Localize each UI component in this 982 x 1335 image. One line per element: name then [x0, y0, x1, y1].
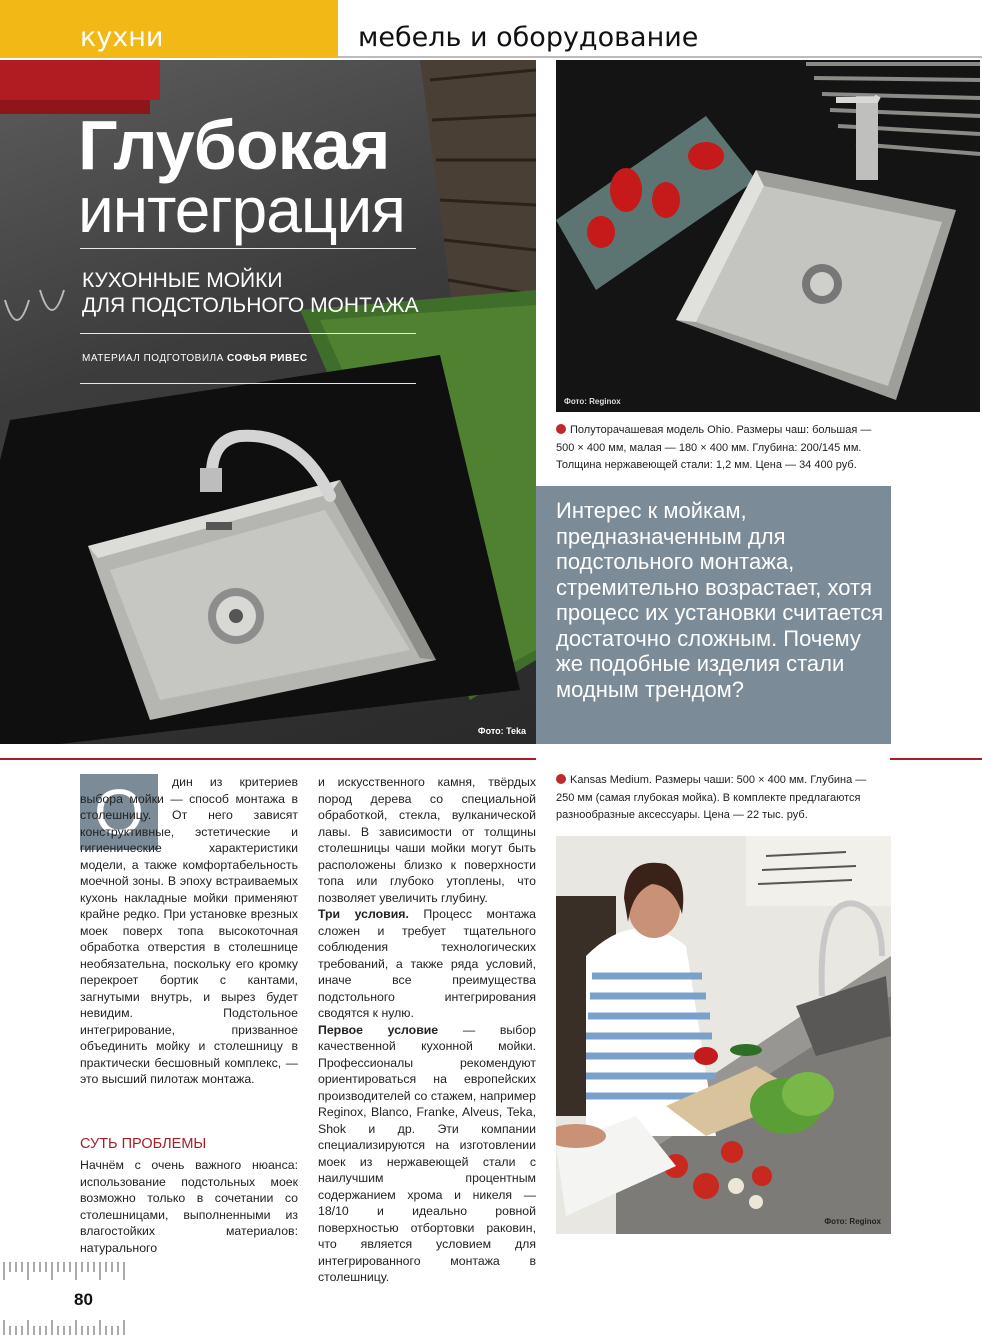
caption-ohio	[556, 422, 876, 475]
subtitle-line-2: ДЛЯ ПОДСТОЛЬНОГО МОНТАЖА	[82, 294, 419, 318]
lead-text: Интерес к мойкам, предназначенным для подстольного монтажа, стремительно возрастает, хотя процесс их установки считается достаточно сложным. Почему же подобные изделия стали модным трендом?	[556, 498, 884, 702]
photo-kansas-kitchen	[556, 836, 891, 1234]
col2-paragraph-1: и искусственного камня, твёрдых пород дерева со специальной обработкой, стекла, вулканической лавы. В зависимости от толщины столешницы чаши мойки могут быть расположены близко к поверхности топа или глубоко утоплены, что позволяет увеличить глубину.	[318, 775, 536, 905]
section-label: кухни	[80, 22, 164, 53]
bottom-photo-credit: Фото: Reginox	[824, 1217, 881, 1226]
first-condition-text: — выбор качественной кухонной мойки. Профессионалы рекомендуют ориентироваться на европейских производителей со стажем, например Reginox, Blanco, Franke, Alveus, Teka, Shok и др. Эти компании специализируются на изготовлении моек из нержавеющей стали с наилучшим процентным содержанием хрома и никеля — 18/10 и идеально ровной поверхностью отбортовки раковин, что является условием для интегрированного монтажа в столешницу.	[318, 1022, 536, 1284]
lead-box	[536, 486, 891, 744]
body-column-2	[318, 774, 536, 1286]
page-ruler	[0, 1262, 128, 1335]
section-paragraph: Начнём с очень важного нюанса: использование подстольных моек возможно только в сочетании со столешницами, выполненными из влагостойких материалов: натурального	[80, 1158, 298, 1255]
caption-ohio-text: Полуторачашевая модель Ohio. Размеры чаш: большая — 500 × 400 мм, малая — 180 × 400 мм. Глубина: 200/145 мм. Толщина нержавеющей стали: 1,2 мм. Цена — 34 400 руб.	[556, 424, 872, 472]
ohio-sink-illustration	[556, 60, 980, 412]
first-condition-heading: Первое условие	[318, 1022, 439, 1037]
subtitle-rule	[80, 333, 416, 334]
page-number: 80	[74, 1290, 93, 1309]
article-title-bold: Глубокая	[78, 106, 390, 184]
section-heading: СУТЬ ПРОБЛЕМЫ	[80, 1136, 207, 1152]
body-column-1-section	[80, 1157, 298, 1256]
byline	[82, 353, 308, 364]
kitchen-woman-illustration	[556, 836, 891, 1234]
hero-credit: Фото: Teka	[477, 726, 526, 736]
col2-paragraph-3	[318, 1022, 536, 1286]
subtitle-line-1: КУХОННЫЕ МОЙКИ	[82, 269, 283, 292]
drop-cap: О	[80, 774, 158, 850]
rubric-label: мебель и оборудование	[358, 22, 699, 53]
section-tab	[0, 0, 338, 58]
photo-ohio-sink	[556, 60, 980, 412]
section-rule-left	[0, 758, 536, 760]
byline-author: СОФЬЯ РИВЕС	[227, 353, 308, 364]
byline-prefix: МАТЕРИАЛ ПОДГОТОВИЛА	[82, 353, 224, 364]
intro-paragraph: дин из критериев выбора мойки — способ монтажа в столешницу. От него зависят конструктивные, эстетические и гигиенические характеристики модели, а также комфортабельность моечной зоны. В эпоху встраиваемых кухонь накладные мойки применяют крайне редко. При установке врезных моек поверх топа высокоточная обработка отверстия в столешнице необязательна, поскольку его кромку перекроет бортик с кантами, загнутыми внутрь, и вырез будет невидим. Подстольное интегрирование, призванное объединить мойку и столешницу в практически бесшовный комплекс, — это высший пилотаж монтажа.	[80, 775, 298, 1086]
condition-heading: Три условия.	[318, 907, 409, 921]
article-title-light: интеграция	[78, 174, 405, 246]
caption-kansas-text: Kansas Medium. Размеры чаши: 500 × 400 мм. Глубина — 250 мм (самая глубокая мойка). В комплекте предлагаются разнообразные аксессуары. Цена — 22 тыс. руб.	[556, 774, 867, 822]
col2-paragraph-2	[318, 906, 536, 1022]
body-column-1-intro	[80, 774, 298, 1088]
article-subtitle	[82, 268, 442, 318]
condition-text: Процесс монтажа сложен и требует тщательного соблюдения технологических требований, а также ряда условий, иначе все преимущества подстольного интегрирования сводятся к нулю.	[318, 907, 536, 1020]
caption-arrow-down-icon	[556, 774, 566, 784]
header-rule	[338, 56, 982, 58]
section-rule-right	[890, 758, 982, 760]
byline-rule	[80, 383, 416, 384]
caption-arrow-up-icon	[556, 424, 566, 434]
caption-kansas	[556, 772, 876, 825]
top-photo-credit: Фото: Reginox	[564, 397, 621, 406]
title-rule	[80, 248, 416, 249]
